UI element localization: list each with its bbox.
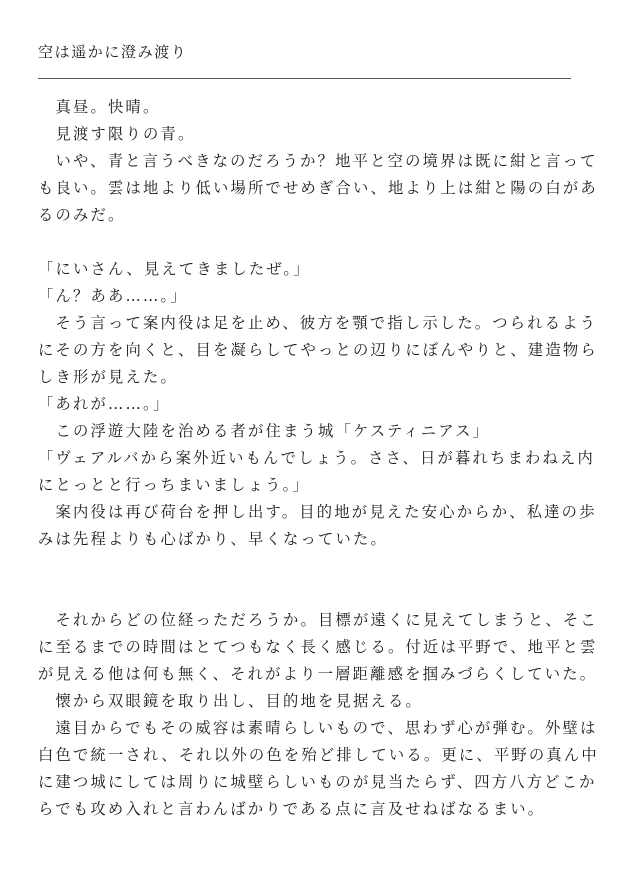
text-line: 懐から双眼鏡を取り出し、目的地を見据える。 (38, 692, 423, 710)
blank-line (38, 553, 578, 580)
text-line: 「ん？ああ……。」 (38, 287, 188, 305)
text-line: 遠目からでもその威容は素晴らしいもので、思わず心が弾む。外壁は (38, 719, 598, 737)
text-line: 案内役は再び荷台を押し出す。目的地が見えた安心からか、私達の歩 (38, 503, 597, 521)
text-line: それからどの位経っただろうか。目標が遠くに見えてしまうと、そこ (38, 611, 598, 629)
text-line: みは先程よりも心ばかり、早くなっていた。 (38, 530, 388, 548)
text-line: 見渡す限りの青。 (38, 125, 196, 143)
text-line: 真昼。快晴。 (38, 98, 161, 116)
text-line: 「ヴェアルバから案外近いもんでしょう。ささ、日が暮れちまわねえ内 (38, 449, 595, 467)
text-line: も良い。雲は地より低い場所でせめぎ合い、地より上は紺と陽の白があ (38, 179, 598, 197)
text-line: 「あれが……。」 (38, 395, 171, 413)
text-line: に建つ城にしては周りに城壁らしいものが見当たらず、四方八方どこか (38, 773, 597, 791)
blank-line (38, 229, 578, 256)
blank-line (38, 580, 578, 607)
text-line: るのみだ。 (38, 206, 126, 224)
text-line: にその方を向くと、目を凝らしてやっとの辺りにぼんやりと、建造物ら (38, 341, 598, 359)
text-line: 白色で統一され、それ以外の色を殆ど排している。更に、平野の真ん中 (38, 746, 599, 764)
text-line: そう言って案内役は足を止め、彼方を顎で指し示した。つられるよう (38, 314, 598, 332)
text-line: いや、青と言うべきなのだろうか？地平と空の境界は既に紺と言って (38, 152, 598, 170)
document-body (38, 94, 599, 823)
text-line: この浮遊大陸を治める者が住まう城「ケスティニアス」 (38, 422, 491, 440)
text-line: に至るまでの時間はとてつもなく長く感じる。付近は平野で、地平と雲 (38, 638, 598, 656)
text-line: が見える他は何も無く、それがより一層距離感を掴みづらくしていた。 (38, 665, 598, 683)
text-line: 「にいさん、見えてきましたぜ。」 (38, 260, 311, 278)
text-line: にとっとと行っちまいましょう。」 (38, 476, 310, 494)
document-title: 空は遥かに澄み渡り (38, 43, 188, 61)
text-line: らでも攻め入れと言わんばかりである点に言及せねばなるまい。 (38, 800, 546, 818)
title-divider (38, 78, 571, 79)
text-line: しき形が見えた。 (38, 368, 178, 386)
